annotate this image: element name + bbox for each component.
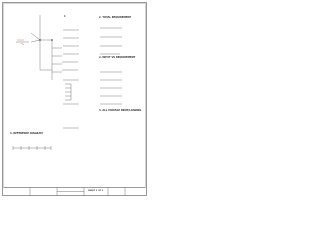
- heading-voltage-drop: 3. ALL VOLTAGE DROP/LOADING: [99, 109, 142, 112]
- heading-title: 1: [64, 15, 66, 18]
- riser-diagram: [16, 15, 62, 80]
- red-annotations: [17, 40, 24, 45]
- heading-total-requirement: 2. TOTAL REQUIREMENT: [99, 16, 132, 19]
- heading-reference-diagram: 4. REFERENCE DIAGRAM: [10, 132, 43, 135]
- drawing-sheet: [0, 0, 149, 198]
- right-equations: [100, 28, 122, 104]
- sheet-border: [3, 3, 147, 196]
- middle-schedule: [62, 30, 79, 128]
- reference-diagram: [13, 146, 51, 150]
- drawing-linework: [0, 0, 149, 198]
- sheet-label: SHEET 1 OF 1: [88, 190, 104, 192]
- sheet-inner-border: [4, 4, 146, 188]
- heading-input-vs: 2. INPUT VS REQUIREMENT: [99, 56, 136, 59]
- title-block: [4, 188, 146, 196]
